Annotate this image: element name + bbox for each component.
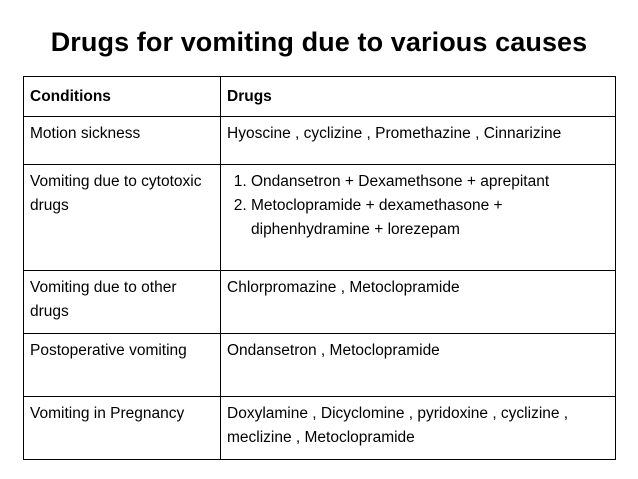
condition-cell: Vomiting due to cytotoxic drugs <box>24 165 221 271</box>
drugs-table <box>23 76 616 460</box>
condition-cell: Vomiting due to other drugs <box>24 271 221 334</box>
page-title: Drugs for vomiting due to various causes <box>50 27 588 57</box>
table-row <box>24 334 616 397</box>
drugs-cell: Hyoscine , cyclizine , Promethazine , Cinnarizine <box>221 117 616 165</box>
condition-cell: Postoperative vomiting <box>24 334 221 397</box>
drug-regimen-list <box>227 170 609 242</box>
drugs-cell: Chlorpromazine , Metoclopramide <box>221 271 616 334</box>
drugs-cell: Ondansetron , Metoclopramide <box>221 334 616 397</box>
table-row <box>24 397 616 460</box>
drug-regimen-item: 2. Metoclopramide + dexamethasone + diphenhydramine + lorezepam <box>251 194 609 242</box>
header-drugs: Drugs <box>221 77 616 117</box>
drug-regimen-item: 1. Ondansetron + Dexamethsone + aprepitant <box>251 170 609 194</box>
table-header-row <box>24 77 616 117</box>
table-row <box>24 117 616 165</box>
drugs-cell <box>221 165 616 271</box>
table-row <box>24 271 616 334</box>
drugs-cell: Doxylamine , Dicyclomine , pyridoxine , cyclizine , meclizine , Metoclopramide <box>221 397 616 460</box>
table-row <box>24 165 616 271</box>
condition-cell: Vomiting in Pregnancy <box>24 397 221 460</box>
header-conditions: Conditions <box>24 77 221 117</box>
condition-cell: Motion sickness <box>24 117 221 165</box>
